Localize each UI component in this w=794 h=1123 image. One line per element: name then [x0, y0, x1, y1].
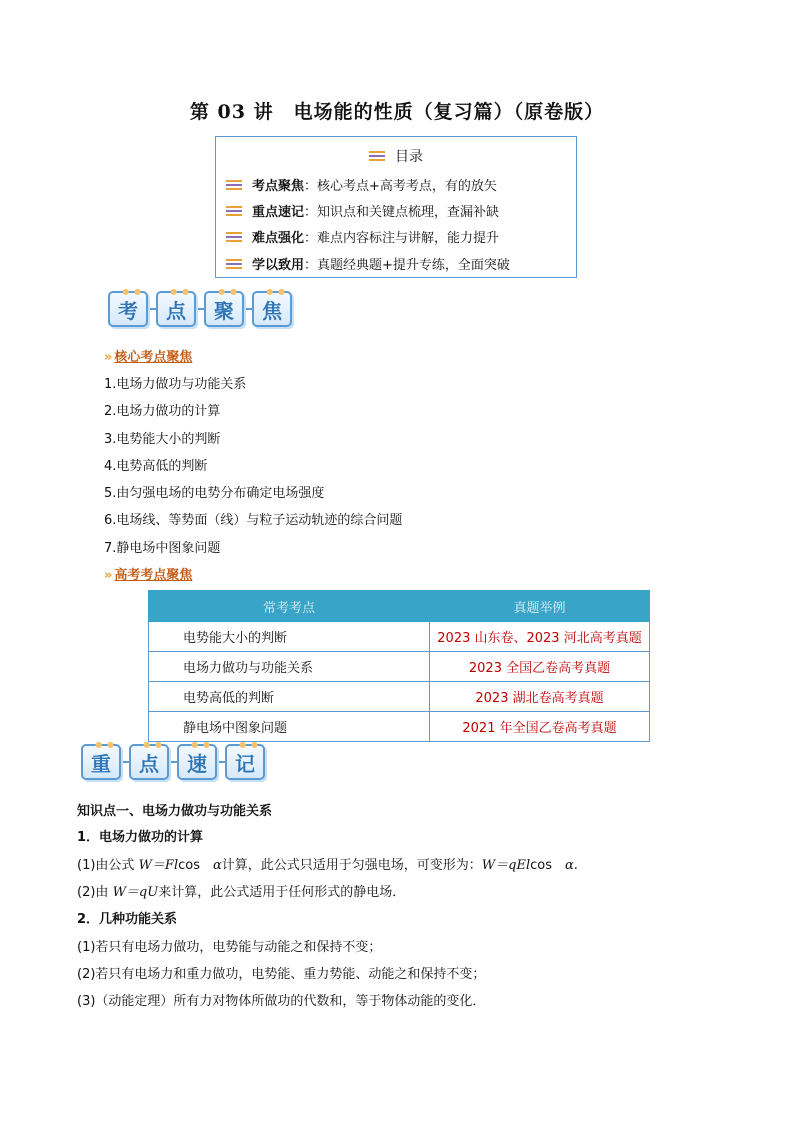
table-row: 静电场中图象问题 2021 年全国乙卷高考真题	[149, 712, 650, 742]
double-chevron-icon: »	[104, 350, 113, 365]
formula-line-2: (2)由 W＝qU来计算，此公式适用于任何形式的静电场．	[77, 885, 406, 900]
column-header: 常考考点	[149, 591, 430, 622]
list-icon	[369, 151, 385, 162]
toc-item[interactable]: 重点速记：知识点和关键点梳理，查漏补缺	[226, 201, 499, 220]
toc-item[interactable]: 考点聚焦：核心考点+高考考点，有的放矢	[226, 175, 497, 194]
banner-char: ● ● 重	[81, 744, 121, 780]
banner-char: ● ● 点	[156, 291, 196, 327]
section-banner-kaodian-jujiao	[108, 287, 292, 327]
list-item: 4.电势高低的判断	[104, 459, 208, 474]
list-icon	[226, 232, 242, 243]
toc-item[interactable]: 难点强化：难点内容标注与讲解，能力提升	[226, 227, 499, 246]
banner-char: ● ● 速	[177, 744, 217, 780]
list-icon	[226, 259, 242, 270]
core-heading: » 核心考点聚焦	[104, 350, 193, 365]
banner-char: ● ● 记	[225, 744, 265, 780]
list-item: 7.静电场中图象问题	[104, 541, 221, 556]
subheading: 2．几种功能关系	[77, 912, 178, 927]
exam-table	[148, 590, 650, 742]
document-title: 第 03 讲 电场能的性质（复习篇）（原卷版）	[189, 101, 605, 123]
table-of-contents	[215, 136, 577, 278]
paragraph-line: (1)若只有电场力做功，电势能与动能之和保持不变；	[77, 940, 382, 955]
knowledge-point-title: 知识点一、电场力做功与功能关系	[77, 804, 273, 819]
toc-heading: 目录	[216, 146, 576, 166]
paragraph-line: (3)（动能定理）所有力对物体所做功的代数和，等于物体动能的变化．	[77, 994, 486, 1009]
list-item: 5.由匀强电场的电势分布确定电场强度	[104, 486, 325, 501]
banner-char: ● ● 聚	[204, 291, 244, 327]
paragraph-line: (2)若只有电场力和重力做功，电势能、重力势能、动能之和保持不变；	[77, 967, 486, 982]
list-item: 3.电势能大小的判断	[104, 432, 221, 447]
formula-line-1: (1)由公式 W＝Flcos α计算，此公式只适用于匀强电场，可变形为：W＝qElcos α.	[77, 858, 578, 873]
column-header: 真题举例	[430, 591, 650, 622]
table-row: 电势能大小的判断 2023 山东卷、2023 河北高考真题	[149, 622, 650, 652]
banner-char: ● ● 焦	[252, 291, 292, 327]
list-icon	[226, 206, 242, 217]
double-chevron-icon: »	[104, 568, 113, 583]
list-icon	[226, 180, 242, 191]
banner-char: ● ● 考	[108, 291, 148, 327]
banner-char: ● ● 点	[129, 744, 169, 780]
table-row: 电势高低的判断 2023 湖北卷高考真题	[149, 682, 650, 712]
list-item: 6.电场线、等势面（线）与粒子运动轨迹的综合问题	[104, 513, 403, 528]
list-item: 2.电场力做功的计算	[104, 404, 221, 419]
subheading: 1．电场力做功的计算	[77, 830, 204, 845]
toc-item[interactable]: 学以致用：真题经典题+提升专练，全面突破	[226, 254, 510, 273]
section-banner-zhongdian-suji	[81, 740, 265, 780]
table-row: 电场力做功与功能关系 2023 全国乙卷高考真题	[149, 652, 650, 682]
list-item: 1.电场力做功与功能关系	[104, 377, 247, 392]
exam-heading: » 高考考点聚焦	[104, 568, 193, 583]
